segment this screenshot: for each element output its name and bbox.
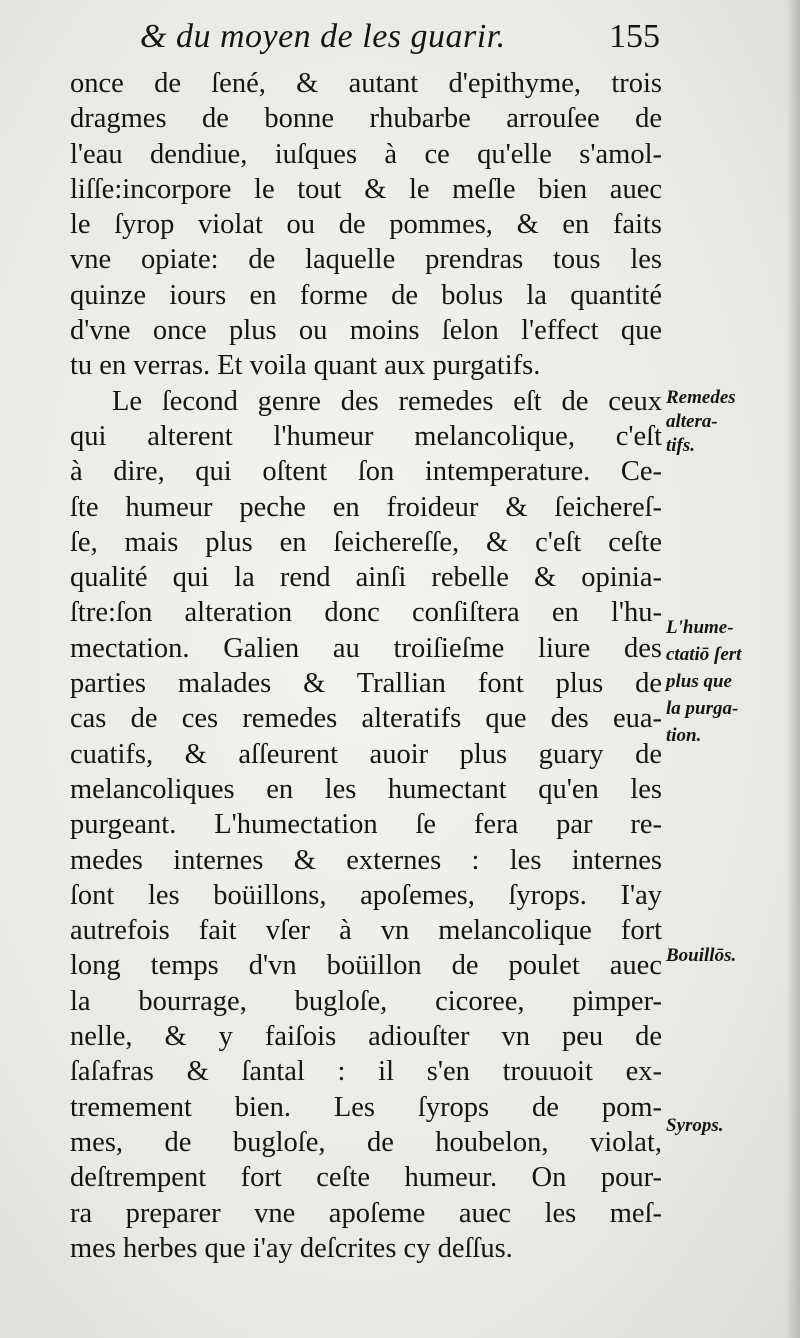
text-line: deſtrempent fort ceſte humeur. On pour- [70,1162,662,1194]
text-line: autrefois fait vſer à vn melancolique fort [70,915,662,947]
margin-note-line: tifs. [666,435,696,456]
text-line: purgeant. L'humectation ſe fera par re- [70,809,662,841]
margin-note-line: Remedes [666,387,736,408]
text-line: cuatifs, & aſſeurent auoir plus guary de [70,738,662,770]
text-line: cas de ces remedes alteratifs que des eua- [70,703,662,735]
text-line: quinze iours en forme de bolus la quantité [70,279,662,311]
margin-note-line: tion. [666,725,702,746]
text-line: melancoliques en les humectant qu'en les [70,773,662,805]
text-line: ſont les boüillons, apoſemes, ſyrops. I'ay [70,879,662,911]
text-line: mectation. Galien au troiſieſme liure des [70,632,662,664]
text-line: qui alterent l'humeur melancolique, c'eſt [70,420,662,452]
text-line: parties malades & Trallian font plus de [70,668,662,700]
page-number: 155 [609,18,660,55]
margin-note-line: L'hume- [666,617,734,638]
binding-shadow [786,0,800,1338]
text-line: tu en verras. Et voila quant aux purgatifs. [70,350,541,382]
text-line: l'eau dendiue, iuſques à ce qu'elle s'amol- [70,138,662,170]
text-line: ſaſafras & ſantal : il s'en trouuoit ex- [70,1056,662,1088]
text-line: à dire, qui oſtent ſon intemperature. Ce- [70,456,662,488]
text-line: qualité qui la rend ainſi rebelle & opinia- [70,562,662,594]
text-line: Le ſecond genre des remedes eſt de ceux [112,385,662,417]
text-line: la bourrage, bugloſe, cicoree, pimper- [70,985,662,1017]
margin-note-line: ctatiō ſert [666,644,742,665]
page-header [140,18,660,68]
text-line: mes, de bugloſe, de houbelon, violat, [70,1126,662,1158]
margin-note-line: la purga- [666,698,739,719]
margin-note-line: altera- [666,411,718,432]
text-line: le ſyrop violat ou de pommes, & en faits [70,209,662,241]
text-line: ſte humeur peche en froideur & ſeichereſ- [70,491,662,523]
text-line: ſtre:ſon alteration donc conſiſtera en l'hu- [70,597,662,629]
text-line: tremement bien. Les ſyrops de pom- [70,1091,662,1123]
margin-note-line: Bouillōs. [666,945,737,966]
text-line: medes internes & externes : les internes [70,844,662,876]
running-title: & du moyen de les guarir. [140,18,506,55]
text-line: nelle, & y faiſois adiouſter vn peu de [70,1021,662,1053]
body-text [70,66,662,1266]
margin-note-line: Syrops. [666,1115,724,1136]
margin-note-line: plus que [666,671,732,692]
text-line: ra preparer vne apoſeme auec les meſ- [70,1197,662,1229]
text-line: dragmes de bonne rhubarbe arrouſee de [70,103,662,135]
text-line: once de ſené, & autant d'epithyme, trois [70,68,662,99]
text-line: d'vne once plus ou moins ſelon l'effect que [70,315,662,347]
text-line: ſe, mais plus en ſeichereſſe, & c'eſt ceſte [70,526,662,558]
text-line: vne opiate: de laquelle prendras tous les [70,244,662,276]
text-line: long temps d'vn boüillon de poulet auec [70,950,662,982]
text-line: liſſe:incorpore le tout & le meſle bien auec [70,173,662,205]
text-line: mes herbes que i'ay deſcrites cy deſſus. [70,1232,513,1264]
